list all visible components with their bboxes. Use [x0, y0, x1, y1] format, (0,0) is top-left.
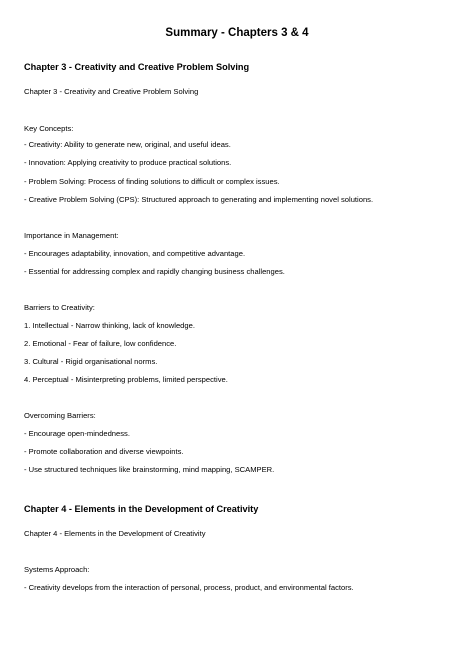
overcoming-item: - Promote collaboration and diverse viewpoints. [24, 447, 184, 456]
key-concept-item: - Innovation: Applying creativity to produce practical solutions. [24, 158, 232, 167]
barrier-item: 1. Intellectual - Narrow thinking, lack of knowledge. [24, 321, 195, 330]
chapter3-subtitle: Chapter 3 - Creativity and Creative Problem Solving [24, 87, 199, 96]
barrier-item: 2. Emotional - Fear of failure, low confidence. [24, 339, 177, 348]
key-concept-item: - Problem Solving: Process of finding solutions to difficult or complex issues. [24, 177, 280, 186]
chapter3-heading: Chapter 3 - Creativity and Creative Problem Solving [24, 62, 250, 72]
chapter4-heading: Chapter 4 - Elements in the Development of Creativity [24, 504, 259, 514]
overcoming-label: Overcoming Barriers: [24, 411, 96, 420]
chapter4-subtitle: Chapter 4 - Elements in the Development of Creativity [24, 529, 206, 538]
importance-label: Importance in Management: [24, 231, 119, 240]
key-concepts-label: Key Concepts: [24, 124, 74, 133]
key-concept-item: - Creative Problem Solving (CPS): Structured approach to generating and implementing novel solutions. [24, 195, 374, 204]
overcoming-item: - Use structured techniques like brainstorming, mind mapping, SCAMPER. [24, 465, 275, 474]
barriers-label: Barriers to Creativity: [24, 303, 95, 312]
overcoming-item: - Encourage open-mindedness. [24, 429, 130, 438]
barrier-item: 4. Perceptual - Misinterpreting problems, limited perspective. [24, 375, 228, 384]
importance-item: - Encourages adaptability, innovation, and competitive advantage. [24, 249, 246, 258]
systems-label: Systems Approach: [24, 565, 90, 574]
key-concept-item: - Creativity: Ability to generate new, original, and useful ideas. [24, 140, 231, 149]
page-title: Summary - Chapters 3 & 4 [165, 27, 309, 39]
systems-item: - Creativity develops from the interaction of personal, process, product, and environmental factors. [24, 583, 354, 592]
importance-item: - Essential for addressing complex and rapidly changing business challenges. [24, 267, 285, 276]
barrier-item: 3. Cultural - Rigid organisational norms. [24, 357, 158, 366]
